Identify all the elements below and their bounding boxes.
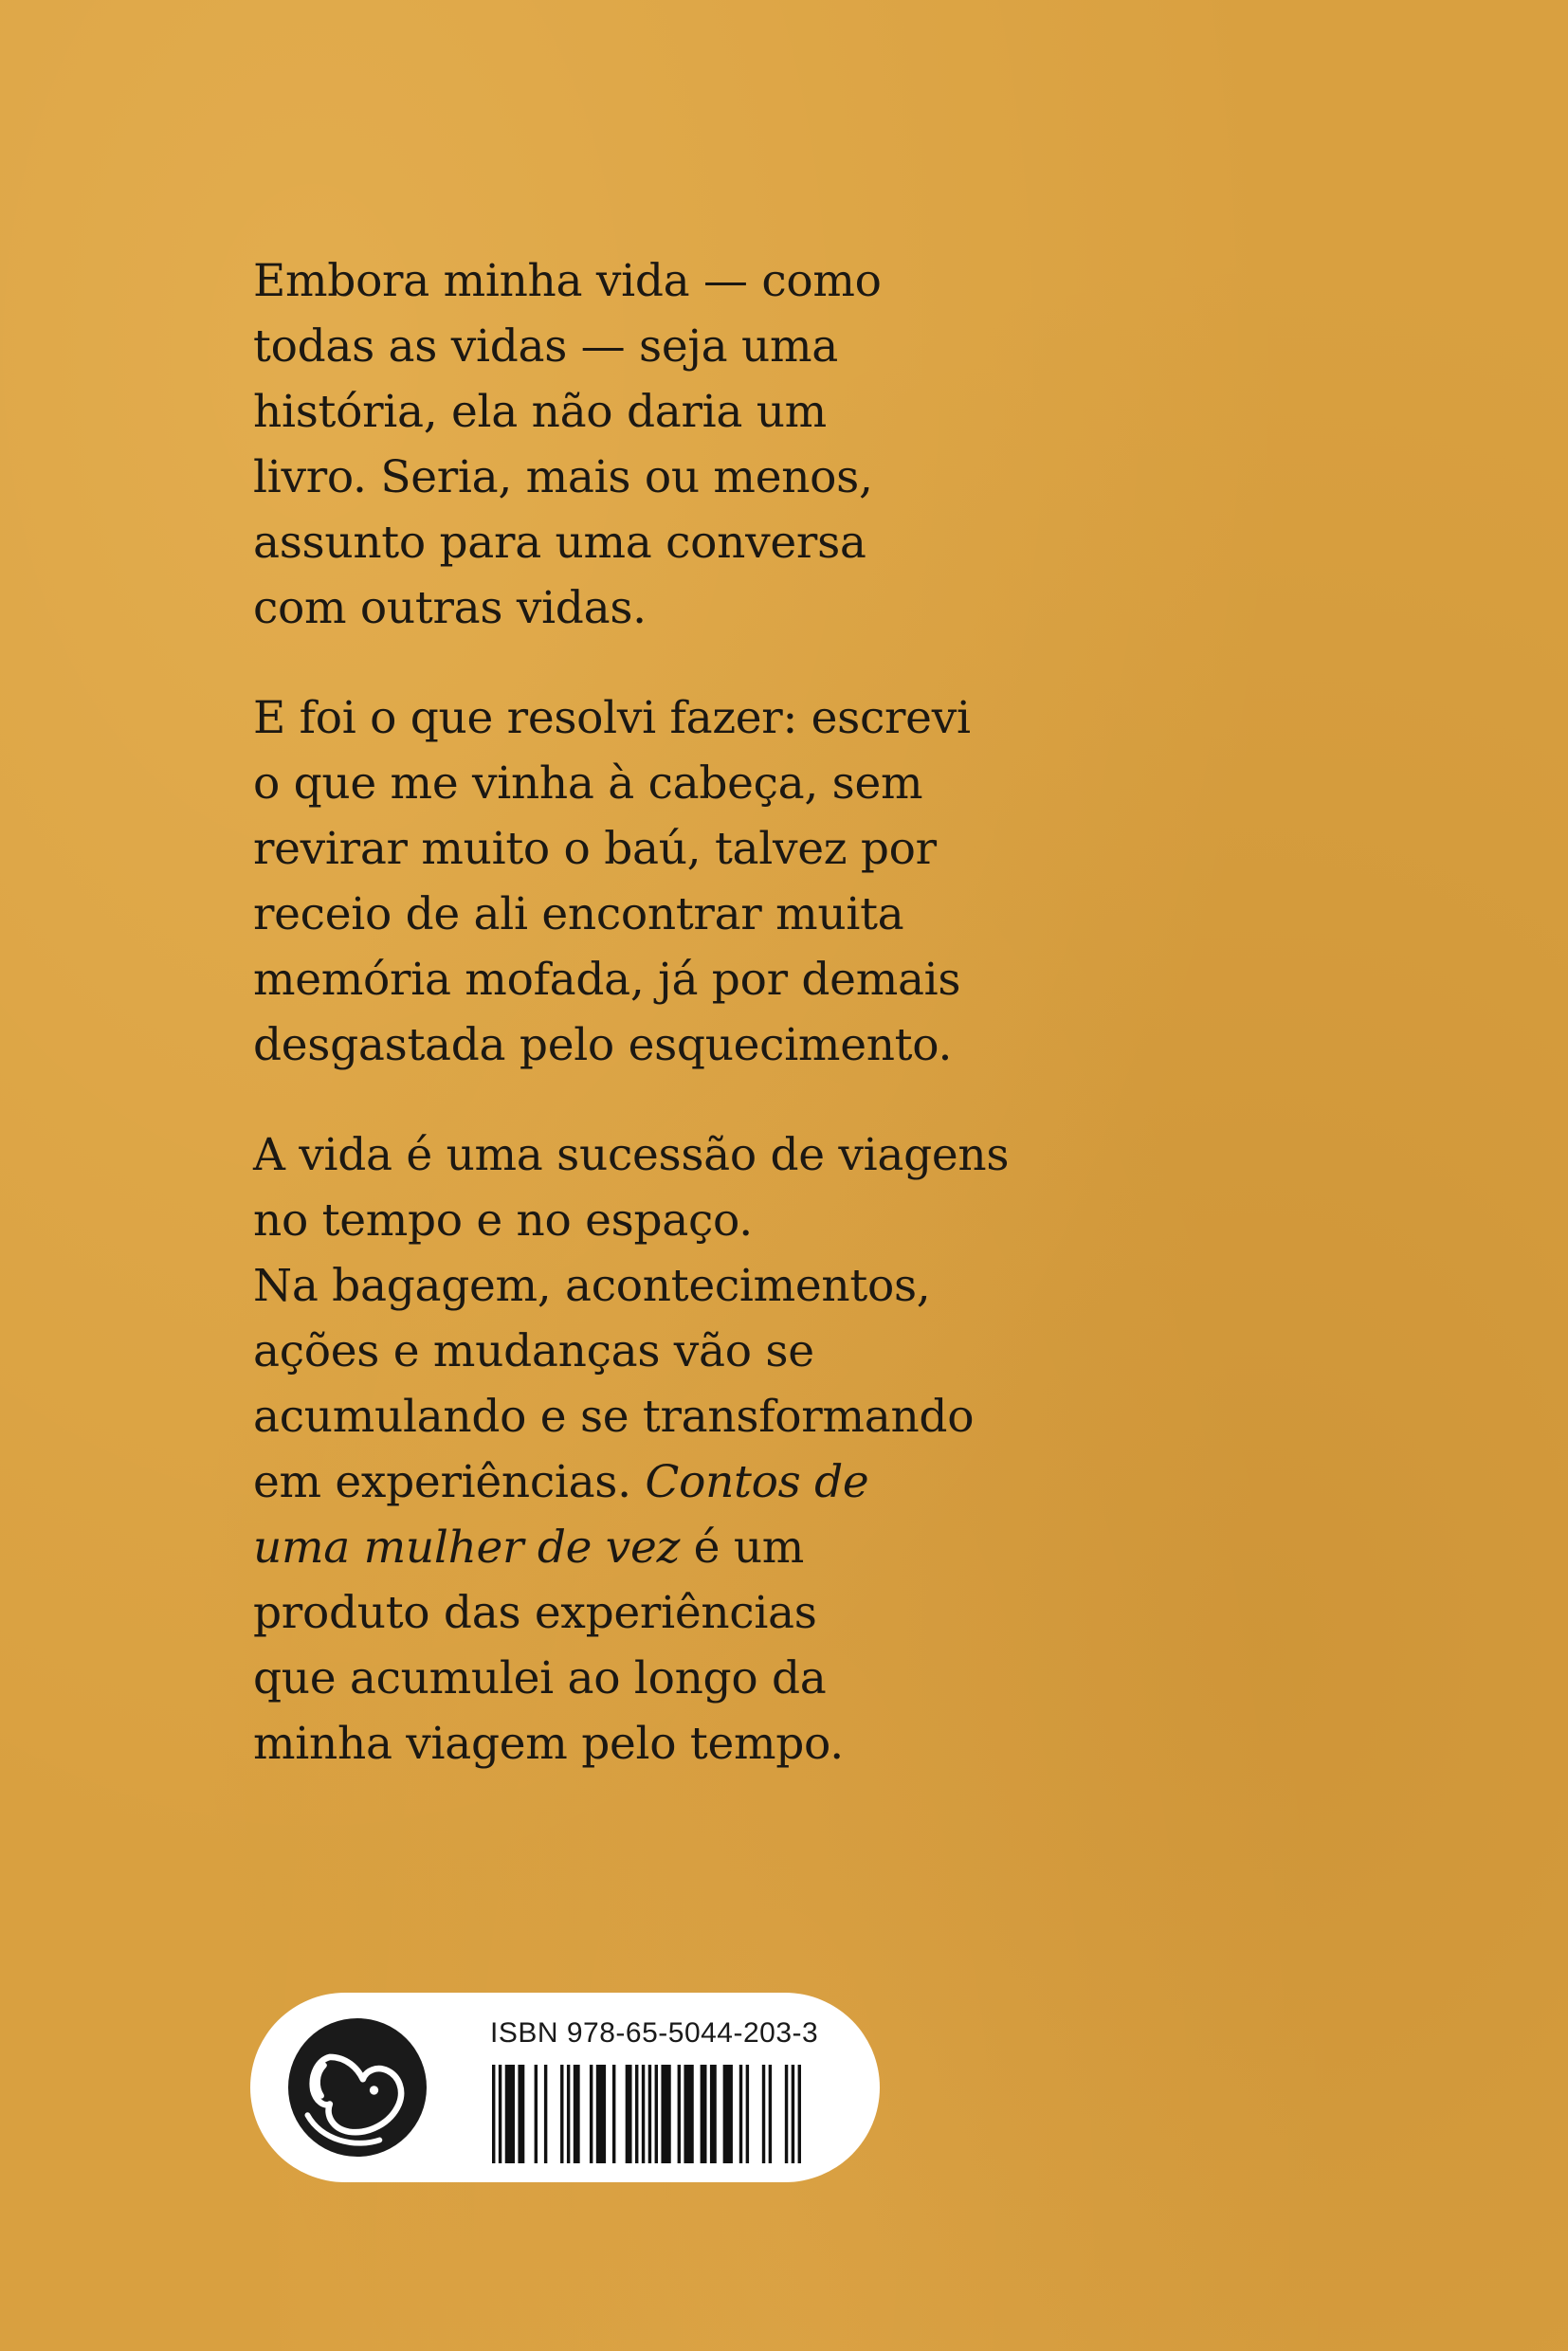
barcode-bar [505,2065,515,2163]
barcode-bar [648,2065,651,2163]
book-title-italic: Contos de [645,1456,869,1508]
barcode-bar [798,2065,801,2163]
text-run: é um [680,1522,805,1574]
barcode-bar [574,2065,580,2163]
back-cover-blurb [253,248,1087,1821]
barcode-bar [560,2065,563,2163]
text-line: E foi o que resolvi fazer: escrevi [253,692,971,744]
text-line: livro. Seria, mais ou menos, [253,451,873,503]
barcode-bar [678,2065,681,2163]
barcode-bar [655,2065,658,2163]
isbn-label: ISBN 978-65-5044-203-3 [490,2017,819,2049]
text-line: ações e mudanças vão se [253,1325,814,1377]
barcode-bar [590,2065,593,2163]
text-line: produto das experiências [253,1587,817,1639]
text-line: assunto para uma conversa [253,517,866,569]
book-title-italic: uma mulher de vez [253,1522,681,1574]
barcode-bar [739,2065,742,2163]
barcode-bar [499,2065,501,2163]
barcode-bar [567,2065,570,2163]
paragraph-1 [253,248,1087,641]
barcode-bar [769,2065,772,2163]
barcode-bar [684,2065,693,2163]
barcode-bar [710,2065,717,2163]
paragraph-2 [253,685,1087,1078]
text-line: história, ela não daria um [253,386,827,438]
barcode-bar [746,2065,749,2163]
isbn-barcode-panel [250,1993,880,2182]
text-line: A vida é uma sucessão de viagens [253,1129,1010,1181]
barcode-bar [723,2065,733,2163]
barcode-bar [626,2065,632,2163]
barcode-bar [544,2065,547,2163]
barcode-bar [596,2065,606,2163]
text-line: com outras vidas. [253,582,647,634]
text-line: no tempo e no espaço. [253,1194,753,1247]
barcode-bar [642,2065,645,2163]
barcode-bar [661,2065,670,2163]
barcode-bar [785,2065,788,2163]
text-line: Na bagagem, acontecimentos, [253,1260,931,1312]
text-line: que acumulei ao longo da [253,1652,827,1704]
text-line: acumulando e se transformando [253,1391,975,1443]
barcode-bar [701,2065,707,2163]
text-line: Embora minha vida — como [253,255,882,307]
text-line: o que me vinha à cabeça, sem [253,757,923,810]
text-line: desgastada pelo esquecimento. [253,1019,953,1071]
barcode-bar [635,2065,638,2163]
text-line-mixed [253,1449,1087,1515]
text-line: revirar muito o baú, talvez por [253,823,937,875]
text-line: todas as vidas — seja uma [253,320,838,373]
text-line: memória mofada, já por demais [253,954,961,1006]
barcode-bar [762,2065,765,2163]
paragraph-3 [253,1122,1087,1777]
barcode-bar [612,2065,615,2163]
barcode-bar [518,2065,524,2163]
text-line: receio de ali encontrar muita [253,888,904,940]
barcode-bar [492,2065,495,2163]
text-run: em experiências. [253,1456,646,1508]
barcode [492,2065,801,2163]
barcode-bar [792,2065,794,2163]
text-line: minha viagem pelo tempo. [253,1718,844,1770]
text-line-mixed [253,1515,1087,1580]
barcode-bar [535,2065,538,2163]
dog-head-icon [288,2018,427,2157]
